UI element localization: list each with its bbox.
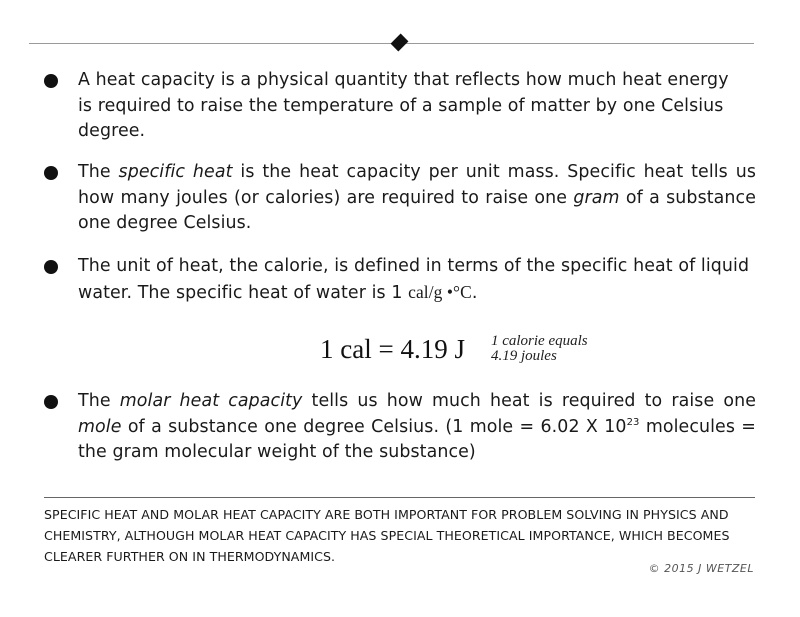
bullet-text: The specific heat is the heat capacity per unit mass. Specific heat tells us how many joules (or calories) are required to raise one gram of a substance one degree Celsius.	[78, 162, 757, 233]
diamond-icon	[391, 34, 409, 52]
calorie-equation	[320, 333, 588, 365]
term-specific-heat: specific heat	[118, 162, 233, 182]
top-rule-left	[29, 43, 399, 44]
term-mole: mole	[78, 416, 122, 437]
footnote-divider	[44, 497, 755, 498]
bullet-icon	[44, 74, 58, 88]
bullet-text: The molar heat capacity tells us how much heat is required to raise one mole of a substance one degree Celsius. (1 mole = 6.02 X $10^{23}$ molecules = the gram molecular weight of the substance)	[78, 391, 756, 462]
term-molar-heat-capacity: molar heat capacity	[119, 391, 303, 411]
top-rule-right	[400, 43, 754, 44]
bullet-molar-heat-capacity	[44, 389, 756, 466]
bullet-text: The unit of heat, the calorie, is defined in terms of the specific heat of liquid water. The specific heat of water is 1 cal/g •°C.	[78, 256, 750, 303]
bullet-text: A heat capacity is a physical quantity that reflects how much heat energy is required to raise the temperature of a sample of matter by one Celsius degree.	[78, 70, 729, 141]
bullet-icon	[44, 166, 58, 180]
term-gram: gram	[573, 187, 620, 208]
equation-main: 1 cal = 4.19 J	[320, 334, 465, 364]
copyright: © 2015 J WETZEL	[648, 562, 754, 575]
bullet-icon	[44, 395, 58, 409]
unit-cal-per-g-c: cal/g •°C	[408, 281, 472, 302]
footnote-text: SPECIFIC HEAT AND MOLAR HEAT CAPACITY ARE BOTH IMPORTANT FOR PROBLEM SOLVING IN PHYSICS AND CHEMISTRY, ALTHOUGH MOLAR HEAT CAPACITY HAS SPECIAL THEORETICAL IMPORTANCE, WHICH BECOMES CLEARER FURTHER ON IN THERMODYNAMICS.	[44, 507, 730, 564]
bullet-heat-capacity	[44, 68, 756, 145]
bullet-icon	[44, 260, 58, 274]
bullet-calorie	[44, 254, 756, 306]
bullet-specific-heat	[44, 160, 756, 237]
exponent: 23	[626, 416, 640, 428]
equation-note: 1 calorie equals 4.19 joules	[490, 333, 588, 364]
